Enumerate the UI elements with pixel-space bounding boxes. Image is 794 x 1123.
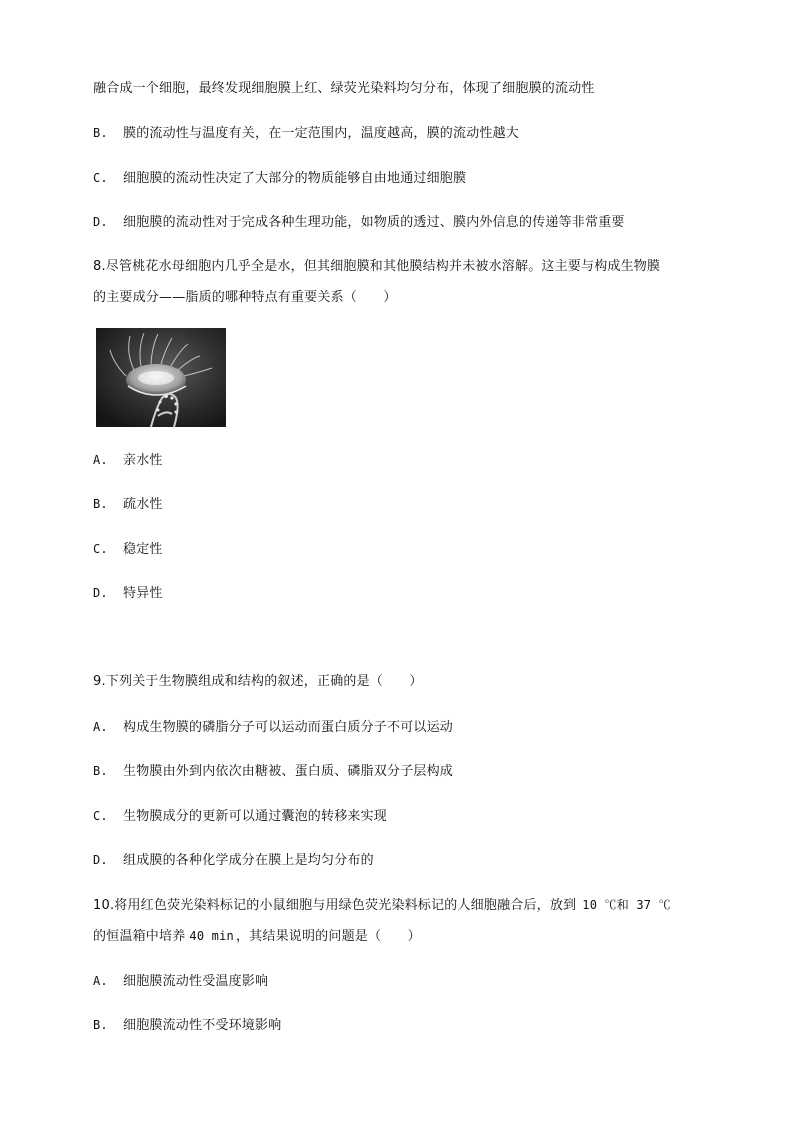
option-letter: C. — [93, 809, 108, 823]
option-letter: A. — [93, 453, 108, 467]
jellyfish-illustration — [96, 328, 226, 427]
option-letter: D. — [93, 853, 108, 867]
q10-stem-line1 — [93, 896, 671, 915]
q10-stem-line2 — [93, 927, 421, 946]
option-text: 细胞膜流动性不受环境影响 — [123, 1018, 282, 1033]
q10-stem-text: ，其结果说明的问题是（ ） — [235, 929, 421, 944]
option-letter: B. — [93, 1018, 108, 1032]
option-text: 特异性 — [123, 586, 163, 601]
option-text: 细胞膜的流动性决定了大部分的物质能够自由地通过细胞膜 — [123, 171, 467, 186]
q10-stem-text: 10.将用红色荧光染料标记的小鼠细胞与用绿色荧光染料标记的人细胞融合后，放到 — [93, 898, 577, 913]
option-text: 稳定性 — [123, 542, 163, 557]
q9-option-d — [93, 851, 374, 870]
q7-continuation-text: 融合成一个细胞，最终发现细胞膜上红、绿荧光染料均匀分布，体现了细胞膜的流动性 — [93, 81, 595, 96]
q8-stem-line1: 8.尽管桃花水母细胞内几乎全是水，但其细胞膜和其他膜结构并未被水溶解。这主要与构成生物膜 — [93, 259, 661, 274]
option-text: 生物膜成分的更新可以通过囊泡的转移来实现 — [123, 809, 388, 824]
option-letter: C. — [93, 542, 108, 556]
option-text: 组成膜的各种化学成分在膜上是均匀分布的 — [123, 853, 374, 868]
jellyfish-photo — [96, 328, 226, 427]
option-letter: C. — [93, 171, 108, 185]
q9-option-a — [93, 718, 453, 737]
q10-option-a — [93, 972, 268, 991]
option-text: 细胞膜流动性受温度影响 — [123, 974, 269, 989]
q8-stem-line2: 的主要成分——脂质的哪种特点有重要关系（ ） — [93, 290, 397, 305]
q10-stem-text: 的恒温箱中培养 — [93, 929, 186, 944]
q7-option-d — [93, 213, 625, 232]
q10-temperatures: 10 ℃和 37 ℃ — [582, 898, 671, 912]
option-letter: D. — [93, 586, 108, 600]
option-text: 疏水性 — [123, 497, 163, 512]
q8-option-c — [93, 540, 163, 559]
option-text: 亲水性 — [123, 453, 163, 468]
option-letter: A. — [93, 974, 108, 988]
option-text: 生物膜由外到内依次由糖被、蛋白质、磷脂双分子层构成 — [123, 764, 454, 779]
option-letter: B. — [93, 497, 108, 511]
option-letter: B. — [93, 126, 108, 140]
q7-option-c — [93, 169, 466, 188]
option-text: 细胞膜的流动性对于完成各种生理功能，如物质的透过、膜内外信息的传递等非常重要 — [123, 215, 625, 230]
q10-duration: 40 min — [189, 929, 234, 943]
q8-option-a — [93, 451, 163, 470]
option-letter: A. — [93, 720, 108, 734]
option-text: 构成生物膜的磷脂分子可以运动而蛋白质分子不可以运动 — [123, 720, 454, 735]
q8-option-b — [93, 495, 163, 514]
q10-option-b — [93, 1016, 281, 1035]
option-letter: B. — [93, 764, 108, 778]
option-letter: D. — [93, 215, 108, 229]
q8-option-d — [93, 584, 163, 603]
q7-option-b — [93, 124, 519, 143]
q9-option-b — [93, 762, 453, 781]
q9-option-c — [93, 807, 387, 826]
q9-stem: 9.下列关于生物膜组成和结构的叙述，正确的是（ ） — [93, 674, 423, 689]
option-text: 膜的流动性与温度有关，在一定范围内，温度越高，膜的流动性越大 — [123, 126, 520, 141]
